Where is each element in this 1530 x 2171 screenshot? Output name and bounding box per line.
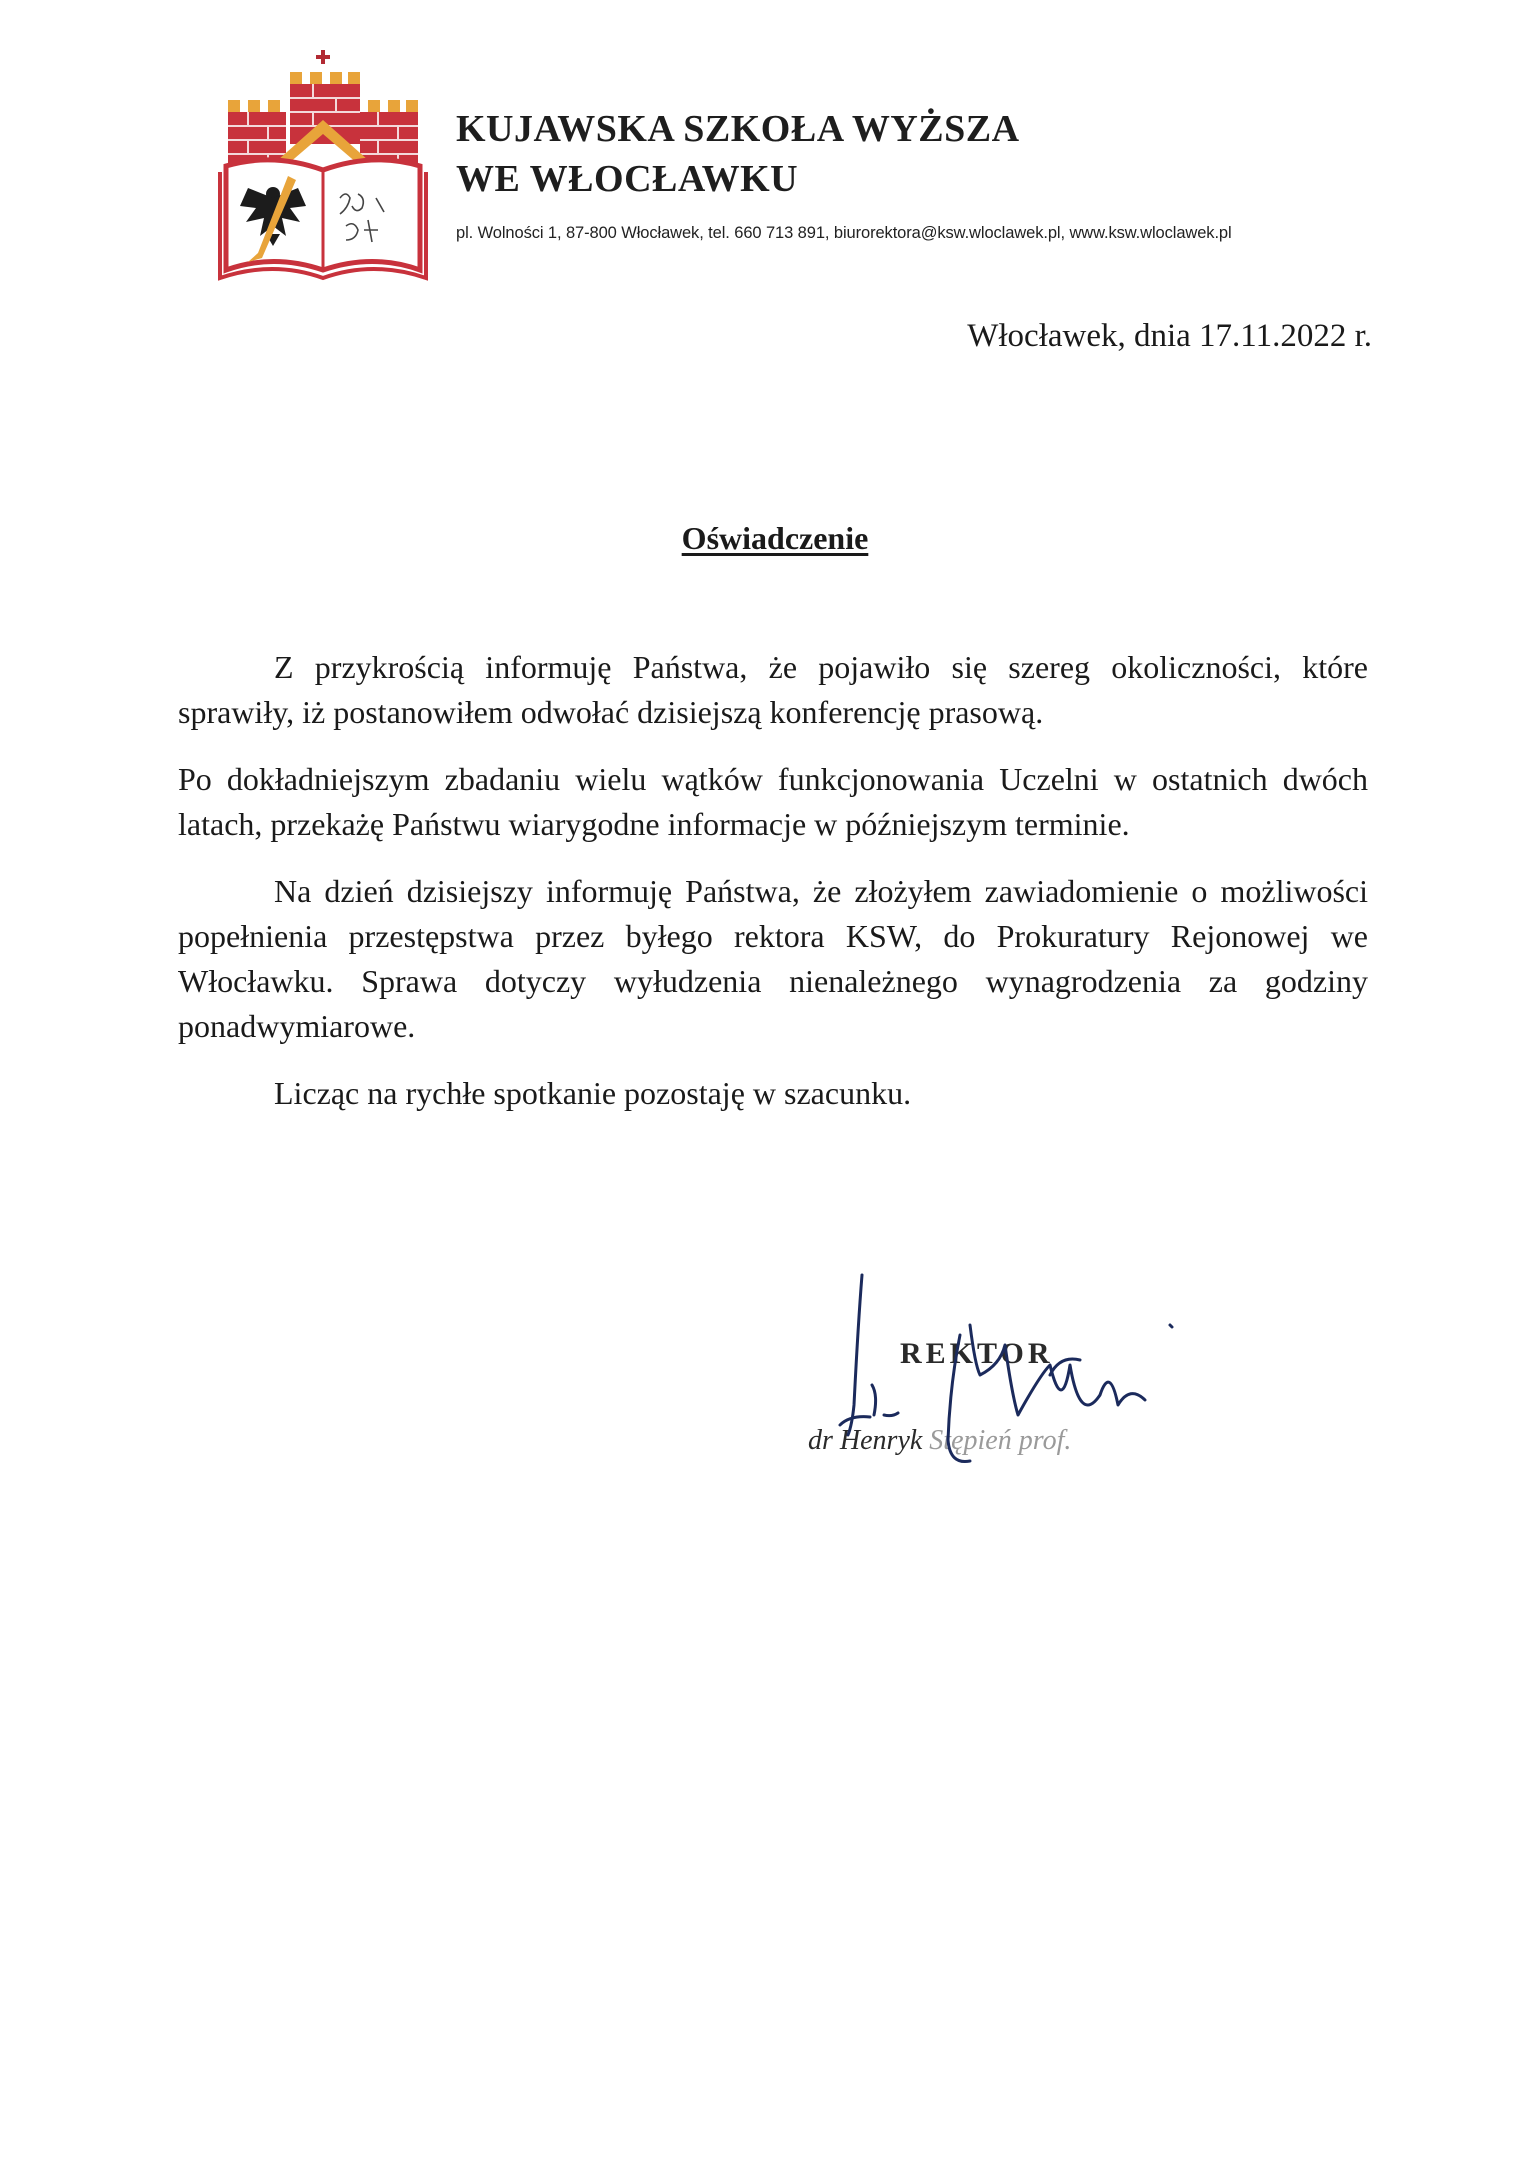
stamp-title: REKTOR [900, 1337, 1054, 1370]
university-name [456, 104, 1020, 204]
university-address: pl. Wolności 1, 87-800 Włocławek, tel. 660 713 891, biurorektora@ksw.wloclawek.pl, www.ksw.wloclawek.pl [456, 224, 1232, 242]
document-title: Oświadczenie [681, 520, 869, 556]
paragraph-3: Na dzień dzisiejszy informuję Państwa, że złożyłem zawiadomienie o możliwości popełnienia przestępstwa przez byłego rektora KSW, do Prokuratury Rejonowej we Włocławku. Sprawa dotyczy wyłudzenia nienależnego wynagrodzenia za godziny ponadwymiarowe. [178, 873, 1368, 1044]
paragraph-1: Z przykrością informuję Państwa, że pojawiło się szereg okoliczności, które sprawiły, iż postanowiłem odwołać dzisiejszą konferencję prasową. [178, 649, 1368, 730]
paragraph-4: Licząc na rychłe spotkanie pozostaję w szacunku. [274, 1075, 912, 1111]
letter-body [178, 645, 1368, 1138]
university-name-line2: WE WŁOCŁAWKU [456, 158, 799, 200]
university-logo [218, 48, 428, 284]
university-name-line1: KUJAWSKA SZKOŁA WYŻSZA [456, 108, 1020, 150]
paragraph-2: Po dokładniejszym zbadaniu wielu wątków funkcjonowania Uczelni w ostatnich dwóch latach, przekażę Państwu wiarygodne informacje w późniejszym terminie. [178, 761, 1368, 842]
handwritten-signature [800, 1265, 1220, 1505]
date-line: Włocławek, dnia 17.11.2022 r. [967, 318, 1372, 354]
stamp-name-faded: Stępień prof. [929, 1425, 1072, 1456]
stamp-name-visible: dr Henryk [808, 1425, 923, 1456]
